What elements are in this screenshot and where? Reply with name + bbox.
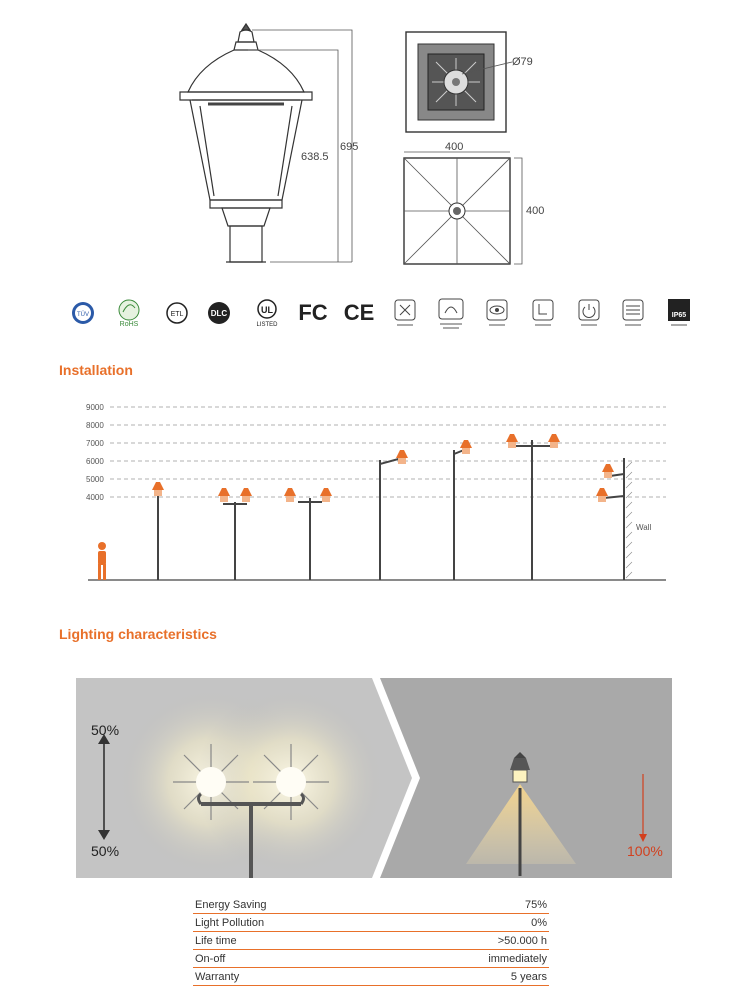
svg-text:IP65: IP65 (671, 312, 687, 319)
eye-cri-icon (484, 296, 510, 330)
ul-listed-icon (249, 296, 285, 330)
diameter-dimension: Ø79 (512, 56, 533, 68)
dlc-icon (206, 296, 232, 330)
installation-title: Installation (59, 362, 133, 378)
person-icon (98, 542, 106, 580)
table-row (193, 968, 549, 986)
product-drawing-bottom-view (398, 140, 558, 270)
ip65-icon (666, 296, 692, 330)
spec-value: 5 years (388, 968, 549, 986)
height-tick-9000: 9000 (86, 403, 104, 412)
wall-label: Wall (636, 523, 652, 532)
product-drawing-top-view (400, 28, 560, 138)
svg-text:RoHS: RoHS (119, 321, 139, 328)
tuv-icon (70, 296, 96, 330)
etl-icon (164, 296, 190, 330)
height-dimension: 638.5 (301, 151, 329, 163)
fcc-icon: FC (298, 300, 328, 325)
height-tick-6000: 6000 (86, 457, 104, 466)
spec-label: Warranty (193, 968, 388, 986)
height-tick-7000: 7000 (86, 439, 104, 448)
table-row (193, 932, 549, 950)
spec-label: Light Pollution (193, 914, 388, 932)
svg-text:LISTED: LISTED (256, 322, 278, 328)
svg-text:DLC: DLC (210, 309, 228, 318)
spec-table (193, 896, 549, 986)
spec-value: >50.000 h (388, 932, 549, 950)
thermal-dissipation-icon (436, 296, 466, 330)
table-row (193, 914, 549, 932)
height-tick-4000: 4000 (86, 493, 104, 502)
depth-dimension: 400 (526, 205, 545, 217)
spec-value: immediately (388, 950, 549, 968)
ce-icon: CE (343, 300, 375, 325)
height-tick-8000: 8000 (86, 421, 104, 430)
svg-text:TÜV: TÜV (77, 312, 89, 318)
installation-diagram (80, 398, 680, 588)
svg-text:ETL: ETL (170, 311, 184, 318)
rohs-icon (112, 296, 146, 330)
lamp-icon (152, 482, 164, 490)
down-percent: 50% (91, 843, 120, 859)
lighting-title: Lighting characteristics (59, 626, 217, 642)
downward-percent: 100% (627, 843, 663, 859)
spec-value: 75% (388, 896, 549, 914)
total-height-dimension: 695 (340, 141, 359, 153)
width-dimension: 400 (445, 141, 464, 153)
spec-label: Energy Saving (193, 896, 388, 914)
lighting-diagram (76, 678, 672, 878)
spec-value: 0% (388, 914, 549, 932)
spec-label: Life time (193, 932, 388, 950)
height-tick-5000: 5000 (86, 475, 104, 484)
no-flicker-icon (392, 296, 418, 330)
spec-label: On-off (193, 950, 388, 968)
table-row (193, 950, 549, 968)
table-row (193, 896, 549, 914)
product-drawing-front (170, 20, 390, 270)
instant-on-icon (576, 296, 602, 330)
ik-icon (530, 296, 556, 330)
up-percent: 50% (91, 722, 120, 738)
svg-text:UL: UL (261, 305, 273, 315)
anti-glare-icon (620, 296, 646, 330)
